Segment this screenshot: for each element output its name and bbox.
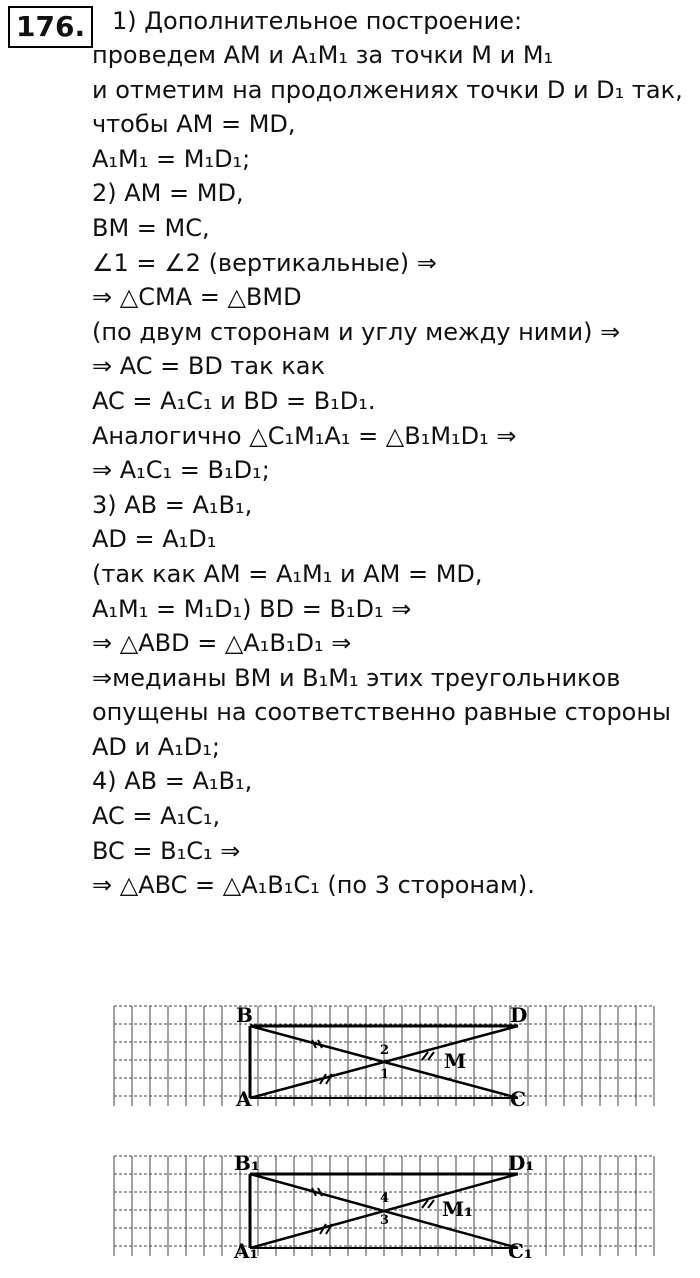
text-line-24: AC = A₁C₁,: [92, 802, 221, 831]
text-line-6: 2) AM = MD,: [92, 179, 244, 208]
label-d1: D₁: [508, 1151, 535, 1175]
label-angle-2: 2: [380, 1043, 390, 1058]
label-m1: M₁: [442, 1197, 473, 1221]
text-line-23: 4) AB = A₁B₁,: [92, 767, 253, 796]
text-line-14: ⇒ A₁C₁ = B₁D₁;: [92, 456, 270, 485]
text-line-21: опущены на соответственно равные стороны: [92, 698, 671, 727]
text-line-11: ⇒ AC = BD так как: [92, 352, 325, 381]
grid: [114, 1156, 654, 1256]
label-b: B: [236, 1003, 253, 1027]
text-line-2: проведем AM и A₁M₁ за точки M и M₁: [92, 41, 554, 69]
text-line-1: 1) Дополнительное построение:: [112, 7, 523, 35]
text-line-26: ⇒ △ABC = △A₁B₁C₁ (по 3 сторонам).: [92, 871, 535, 900]
text-line-3: и отметим на продолжениях точки D и D₁ так,: [92, 75, 683, 104]
text-line-20: ⇒медианы BM и B₁M₁ этих треугольников: [92, 663, 621, 692]
text-line-19: ⇒ △ABD = △A₁B₁D₁ ⇒: [92, 629, 352, 658]
text-line-17: (так как AM = A₁M₁ и AM = MD,: [92, 559, 483, 588]
label-c1: C₁: [508, 1239, 533, 1258]
text-line-9: ⇒ △CMA = △BMD: [92, 283, 302, 312]
label-d: D: [510, 1003, 528, 1027]
text-line-7: BM = MC,: [92, 213, 210, 242]
label-angle-4: 4: [380, 1191, 390, 1206]
text-line-4: чтобы AM = MD,: [92, 110, 296, 139]
label-m: M: [444, 1049, 467, 1073]
text-line-15: 3) AB = A₁B₁,: [92, 490, 253, 519]
text-line-12: AC = A₁C₁ и BD = B₁D₁.: [92, 386, 376, 415]
label-a1: A₁: [234, 1239, 259, 1258]
text-line-18: A₁M₁ = M₁D₁) BD = B₁D₁ ⇒: [92, 594, 412, 623]
solution-text: [92, 38, 692, 903]
text-line-10: (по двум сторонам и углу между ними) ⇒: [92, 317, 621, 346]
label-c: C: [510, 1087, 526, 1108]
text-line-16: AD = A₁D₁: [92, 525, 217, 554]
label-angle-3: 3: [380, 1213, 390, 1228]
text-line-5: A₁M₁ = M₁D₁;: [92, 144, 251, 173]
label-a: A: [236, 1087, 252, 1108]
label-angle-1: 1: [380, 1067, 390, 1082]
text-line-25: BC = B₁C₁ ⇒: [92, 836, 241, 865]
label-b1: B₁: [234, 1151, 260, 1175]
figure-1: [0, 998, 700, 1108]
problem-number: 176.: [8, 6, 93, 48]
text-line-8: ∠1 = ∠2 (вертикальные) ⇒: [92, 248, 437, 277]
text-line-13: Аналогично △C₁M₁A₁ = △B₁M₁D₁ ⇒: [92, 421, 517, 450]
figure-2: [0, 1148, 700, 1258]
text-line-22: AD и A₁D₁;: [92, 732, 220, 761]
